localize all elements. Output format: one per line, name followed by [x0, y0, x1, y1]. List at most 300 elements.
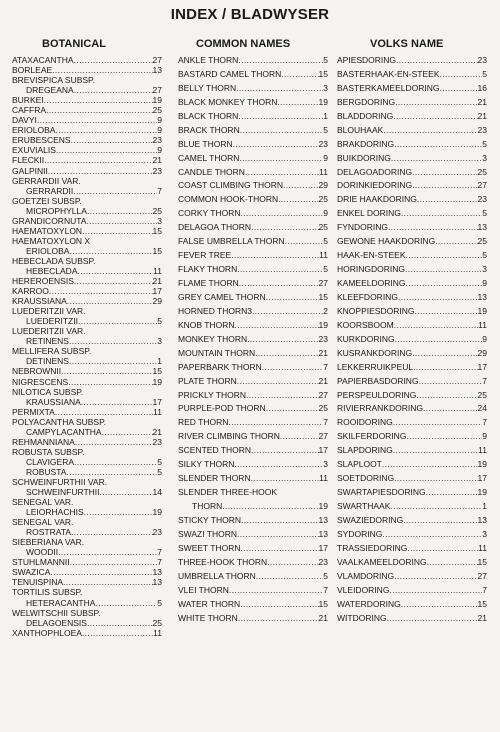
dot-leader [440, 69, 483, 79]
entry-page-number: 25 [477, 236, 487, 247]
index-entry [178, 180, 328, 190]
dot-leader [390, 501, 482, 511]
index-entry [178, 571, 328, 581]
index-entry [12, 95, 162, 105]
entry-name: BORLEAE [12, 65, 53, 76]
entry-name: MOUNTAIN THORN [178, 347, 256, 358]
index-entry [178, 599, 328, 609]
entry-name: PLATE THORN [178, 375, 237, 386]
entry-name: PERSPEULDORING [337, 389, 417, 400]
index-entry [337, 431, 487, 441]
entry-name: CLAVIGERA [26, 456, 75, 467]
index-entry [337, 180, 487, 190]
entry-name: VLAMDORING [337, 570, 395, 581]
entry-name: CORKY THORN [178, 208, 241, 219]
dot-leader [266, 403, 319, 413]
entry-name: LEKKERRUIKPEUL [337, 361, 414, 372]
dot-leader [405, 264, 482, 274]
dot-leader [398, 292, 478, 302]
entry-page-number: 19 [152, 376, 162, 387]
index-entry [12, 306, 162, 316]
entry-page-number: 5 [482, 138, 487, 149]
index-entry [12, 266, 162, 276]
entry-page-number: 7 [482, 417, 487, 428]
entry-page-number: 11 [153, 627, 162, 638]
entry-name: GALPINII [12, 165, 48, 176]
dot-leader [66, 467, 157, 477]
entry-page-number: 1 [157, 356, 162, 367]
dot-leader [46, 105, 153, 115]
entry-page-number: 15 [477, 556, 487, 567]
entry-page-number: 15 [477, 598, 487, 609]
dot-leader [285, 236, 324, 246]
index-entry [12, 186, 162, 196]
dot-leader [222, 501, 318, 511]
entry-page-number: 13 [152, 577, 162, 588]
entry-name: KURKDORING [337, 333, 395, 344]
index-entry [12, 427, 162, 437]
index-entry [337, 334, 487, 344]
entry-name: PAPERBARK THORN [178, 361, 262, 372]
index-entry [178, 139, 328, 149]
dot-leader [383, 125, 477, 135]
index-entry [12, 226, 162, 236]
index-entry [12, 407, 162, 417]
entry-name: CAFFRA [12, 105, 46, 116]
entry-name: PRICKLY THORN [178, 389, 247, 400]
entry-name: MONKEY THORN [178, 333, 248, 344]
index-entry [178, 278, 328, 288]
entry-page-number: 11 [478, 445, 487, 456]
dot-leader [245, 167, 319, 177]
entry-page-number: 23 [318, 556, 328, 567]
dot-leader [393, 445, 478, 455]
index-entry [337, 390, 487, 400]
dot-leader [252, 306, 323, 316]
entry-page-number: 23 [477, 55, 487, 65]
index-entry [337, 543, 487, 553]
entry-page-number: 3 [323, 82, 328, 93]
dot-leader [394, 473, 477, 483]
dot-leader [406, 431, 482, 441]
entry-page-number: 9 [157, 115, 162, 126]
entry-name: REHMANNIANA [12, 436, 75, 447]
entry-page-number: 1 [323, 110, 328, 121]
dot-leader [394, 139, 482, 149]
entry-page-number: 3 [157, 336, 162, 347]
entry-name: DAVYI [12, 115, 37, 126]
index-entry [178, 125, 328, 135]
entry-page-number: 13 [152, 567, 162, 578]
index-entry [178, 403, 328, 413]
dot-leader [78, 266, 154, 276]
entry-page-number: 3 [157, 215, 162, 226]
dot-leader [73, 186, 157, 196]
entry-name: APIESDORING [337, 55, 397, 65]
index-entry [337, 529, 487, 539]
index-entry [337, 445, 487, 455]
index-entry [178, 153, 328, 163]
index-entry [12, 618, 162, 628]
entry-name: SLAPLOOT [337, 459, 382, 470]
index-entry [12, 166, 162, 176]
entry-page-number: 27 [152, 85, 162, 96]
entry-page-number: 23 [152, 527, 162, 538]
entry-name: DREGEANA [26, 85, 74, 96]
entry-name: SENEGAL VAR. [12, 497, 74, 508]
dot-leader [278, 194, 318, 204]
entry-page-number: 5 [157, 316, 162, 327]
index-entry [12, 256, 162, 266]
index-entry [178, 529, 328, 539]
entry-page-number: 5 [157, 597, 162, 608]
entry-name: KNOPPIESDORING [337, 305, 415, 316]
entry-name: FLAME THORN [178, 278, 239, 288]
entry-name: SWAZICA [12, 567, 51, 578]
entry-page-number: 13 [318, 528, 328, 539]
dot-leader [78, 316, 157, 326]
entry-name: SKILFERDORING [337, 431, 407, 442]
entry-name: PURPLE-POD THORN [178, 403, 266, 414]
dot-leader [251, 445, 318, 455]
index-entry [178, 487, 328, 497]
entry-name: ROBUSTA SUBSP. [12, 446, 85, 457]
dot-leader [395, 97, 477, 107]
common-names-column [178, 55, 328, 626]
entry-page-number: 9 [157, 145, 162, 156]
entry-page-number: 23 [152, 436, 162, 447]
index-entry [178, 69, 328, 79]
index-entry [178, 111, 328, 121]
dot-leader [239, 153, 323, 163]
index-entry [12, 477, 162, 487]
entry-page-number: 13 [152, 65, 162, 76]
dot-leader [82, 628, 153, 638]
index-entry [178, 348, 328, 358]
index-entry [12, 577, 162, 587]
dot-leader [401, 599, 478, 609]
entry-page-number: 7 [157, 185, 162, 196]
index-entry [178, 613, 328, 623]
dot-leader [234, 459, 323, 469]
entry-name: SWARTHAAK [337, 501, 391, 511]
index-entry [337, 376, 487, 386]
common-names-header: COMMON NAMES [196, 38, 291, 50]
index-entry [178, 292, 328, 302]
entry-page-number: 11 [319, 166, 328, 177]
entry-page-number: 5 [482, 250, 487, 261]
entry-name: NEBROWNII [12, 366, 62, 377]
index-entry [337, 403, 487, 413]
entry-name: WATER THORN [178, 598, 241, 609]
index-entry [337, 125, 487, 135]
entry-name: WOODII [26, 547, 59, 558]
entry-page-number: 13 [477, 514, 487, 525]
dot-leader [86, 216, 157, 226]
entry-page-number: 5 [323, 124, 328, 135]
entry-name: SILKY THORN [178, 459, 235, 470]
dot-leader [74, 55, 153, 65]
entry-page-number: 5 [323, 236, 328, 247]
entry-name: DELAGOA THORN [178, 222, 252, 233]
entry-page-number: 29 [477, 347, 487, 358]
dot-leader [396, 55, 477, 65]
entry-page-number: 19 [318, 96, 328, 107]
dot-leader [58, 547, 157, 557]
entry-page-number: 15 [152, 245, 162, 256]
dot-leader [241, 515, 319, 525]
entry-page-number: 27 [152, 55, 162, 65]
dot-leader [55, 125, 157, 135]
entry-name: HORINGDORING [337, 264, 405, 275]
dot-leader [70, 557, 158, 567]
index-entry [337, 69, 487, 79]
index-entry [337, 515, 487, 525]
index-entry [178, 83, 328, 93]
entry-page-number: 11 [319, 473, 328, 484]
entry-page-number: 17 [318, 542, 328, 553]
entry-name: VAALKAMEELDORING [337, 556, 427, 567]
index-entry [12, 296, 162, 306]
entry-page-number: 9 [323, 152, 328, 163]
index-entry [12, 85, 162, 95]
index-entry [12, 276, 162, 286]
index-entry [12, 105, 162, 115]
dot-leader [416, 390, 477, 400]
index-entry [337, 194, 487, 204]
entry-name: SYDORING [337, 528, 383, 539]
dot-leader [394, 571, 477, 581]
index-entry [12, 547, 162, 557]
index-entry [337, 306, 487, 316]
entry-page-number: 11 [153, 265, 162, 276]
entry-page-number: 5 [323, 570, 328, 581]
dot-leader [427, 557, 478, 567]
dot-leader [412, 348, 477, 358]
entry-name: RED THORN [178, 417, 229, 428]
dot-leader [95, 598, 157, 608]
entry-name: CANDLE THORN [178, 166, 245, 177]
index-entry [12, 507, 162, 517]
entry-name: BLACK THORN [178, 110, 239, 121]
entry-page-number: 25 [318, 222, 328, 233]
dot-leader [240, 599, 318, 609]
entry-name: ANKLE THORN [178, 55, 239, 65]
dot-leader [237, 264, 323, 274]
entry-page-number: 3 [482, 528, 487, 539]
entry-page-number: 15 [152, 366, 162, 377]
index-entry [12, 336, 162, 346]
entry-name: DELAGOADORING [337, 166, 413, 177]
index-entry [12, 567, 162, 577]
index-entry [178, 208, 328, 218]
entry-name: VLEI THORN [178, 584, 229, 595]
index-entry [178, 459, 328, 469]
dot-leader [74, 276, 153, 286]
entry-page-number: 7 [323, 584, 328, 595]
dot-leader [61, 366, 152, 376]
entry-name: CAMEL THORN [178, 152, 240, 163]
dot-leader [406, 278, 483, 288]
entry-page-number: 17 [477, 473, 487, 484]
index-entry [337, 585, 487, 595]
index-entry [178, 376, 328, 386]
dot-leader [69, 246, 152, 256]
dot-leader [401, 208, 482, 218]
dot-leader [262, 362, 324, 372]
dot-leader [426, 487, 478, 497]
entry-name: LEIORHACHIS [26, 507, 84, 518]
dot-leader [55, 407, 153, 417]
index-entry [337, 55, 487, 65]
index-entry [178, 557, 328, 567]
entry-name: SLENDER THORN [178, 473, 251, 484]
dot-leader [395, 334, 483, 344]
dot-leader [412, 180, 477, 190]
index-entry [12, 527, 162, 537]
index-entry [12, 487, 162, 497]
entry-page-number: 25 [318, 194, 328, 205]
entry-name: VLEIDORING [337, 584, 390, 595]
entry-name: PERMIXTA [12, 406, 55, 417]
page-title: INDEX / BLADWYSER [170, 6, 330, 23]
index-entry [12, 457, 162, 467]
index-entry [12, 437, 162, 447]
dot-leader [387, 613, 478, 623]
entry-page-number: 5 [157, 466, 162, 477]
index-entry [337, 292, 487, 302]
index-entry [337, 139, 487, 149]
entry-name: HEBECLADA [26, 265, 78, 276]
entry-name: HORNED THORN3 [178, 305, 252, 316]
index-entry [178, 445, 328, 455]
entry-page-number: 19 [477, 305, 487, 316]
index-entry [337, 362, 487, 372]
entry-name: RIVER CLIMBING THORN [178, 431, 280, 442]
index-entry [12, 206, 162, 216]
entry-page-number: 5 [482, 68, 487, 79]
entry-page-number: 13 [318, 514, 328, 525]
entry-name: HAEMATOXYLON [12, 225, 83, 236]
entry-name: SOETDORING [337, 473, 395, 484]
index-entry [178, 97, 328, 107]
dot-leader [388, 222, 478, 232]
entry-name: BLACK MONKEY THORN [178, 96, 278, 107]
entry-page-number: 1 [482, 501, 487, 511]
index-entry [337, 417, 487, 427]
entry-page-number: 21 [318, 612, 328, 623]
dot-leader [391, 153, 482, 163]
entry-page-number: 25 [477, 389, 487, 400]
entry-name: STUHLMANNII [12, 557, 70, 568]
dot-leader [241, 543, 319, 553]
index-entry [12, 387, 162, 397]
volks-name-column [337, 55, 487, 626]
entry-name: FLECKII [12, 155, 45, 166]
entry-name: GREY CAMEL THORN [178, 291, 266, 302]
entry-name: FLAKY THORN [178, 264, 238, 275]
index-entry [12, 608, 162, 618]
entry-page-number: 7 [482, 375, 487, 386]
entry-page-number: 9 [323, 208, 328, 219]
entry-name: XANTHOPHLOEA [12, 627, 82, 638]
entry-page-number: 27 [477, 570, 487, 581]
dot-leader [266, 292, 319, 302]
entry-name: ATAXACANTHA [12, 55, 74, 65]
entry-page-number: 17 [152, 286, 162, 297]
dot-leader [81, 397, 153, 407]
entry-page-number: 11 [478, 542, 487, 553]
index-entry [12, 356, 162, 366]
index-entry [337, 557, 487, 567]
entry-name: WHITE THORN [178, 612, 238, 623]
entry-page-number: 19 [152, 507, 162, 518]
dot-leader [394, 320, 478, 330]
volks-name-header: VOLKS NAME [370, 38, 444, 50]
entry-name: FALSE UMBRELLA THORN [178, 236, 285, 247]
index-entry [337, 599, 487, 609]
index-entry [337, 571, 487, 581]
entry-page-number: 19 [477, 459, 487, 470]
dot-leader [237, 376, 319, 386]
dot-leader [417, 194, 478, 204]
entry-name: ROBUSTA [26, 466, 67, 477]
entry-name: EXUVIALIS [12, 145, 56, 156]
entry-page-number: 19 [152, 95, 162, 106]
entry-page-number: 17 [477, 361, 487, 372]
dot-leader [423, 403, 478, 413]
index-entry [12, 598, 162, 608]
entry-page-number: 9 [482, 333, 487, 344]
entry-page-number: 5 [323, 55, 328, 65]
entry-name: FEVER TREE [178, 250, 232, 261]
entry-name: FYNDORING [337, 222, 388, 233]
dot-leader [63, 577, 153, 587]
entry-name: DETINENS [26, 356, 69, 367]
dot-leader [238, 55, 323, 65]
entry-name: STICKY THORN [178, 514, 241, 525]
index-entry [178, 194, 328, 204]
entry-page-number: 21 [477, 612, 487, 623]
index-entry [178, 515, 328, 525]
entry-name: GEWONE HAAKDORING [337, 236, 436, 247]
entry-name: BLADDORING [337, 110, 394, 121]
entry-page-number: 21 [152, 155, 162, 166]
entry-name: HEREROENSIS [12, 276, 74, 287]
index-entry [178, 236, 328, 246]
index-entry [337, 501, 487, 511]
dot-leader [228, 417, 323, 427]
entry-name: WELWITSCHII SUBSP. [12, 607, 101, 618]
dot-leader [393, 417, 483, 427]
dot-leader [440, 83, 478, 93]
entry-name: LUEDERITZII VAR. [12, 306, 86, 317]
dot-leader [229, 585, 323, 595]
index-entry [12, 135, 162, 145]
entry-name: BASTERHAAK-EN-STEEK [337, 68, 440, 79]
entry-page-number: 7 [157, 557, 162, 568]
dot-leader [407, 543, 478, 553]
dot-leader [235, 320, 319, 330]
index-entry [12, 65, 162, 75]
entry-page-number: 25 [477, 166, 487, 177]
index-entry [12, 467, 162, 477]
entry-page-number: 5 [157, 456, 162, 467]
index-entry [337, 222, 487, 232]
entry-page-number: 13 [477, 291, 487, 302]
index-entry [337, 111, 487, 121]
dot-leader [281, 69, 318, 79]
